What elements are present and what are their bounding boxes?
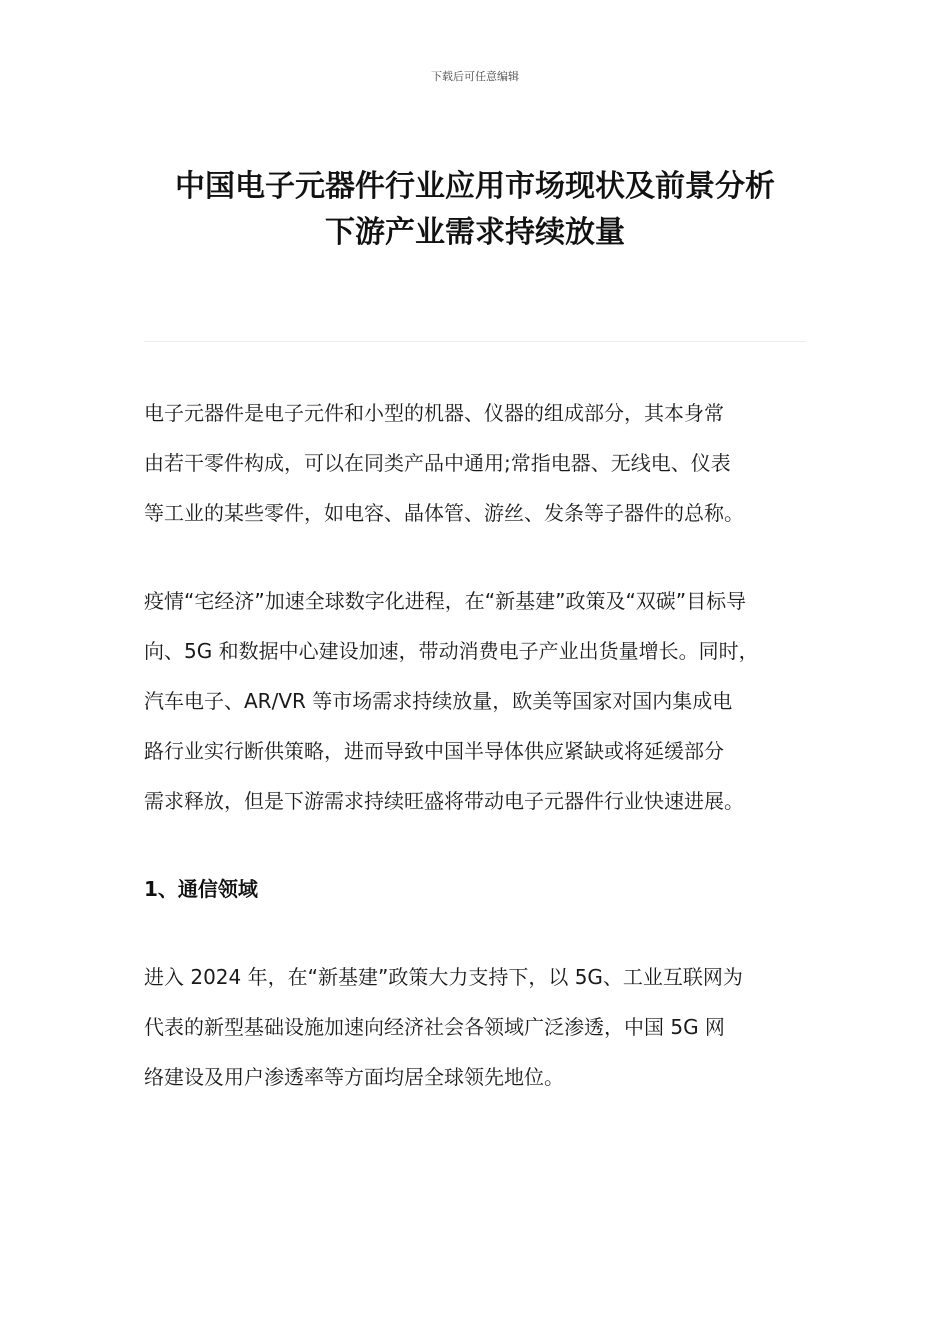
text-line: 疫情“宅经济”加速全球数字化进程，在“新基建”政策及“双碳”目标导 bbox=[144, 589, 747, 613]
text-line: 汽车电子、AR/VR 等市场需求持续放量，欧美等国家对国内集成电 bbox=[144, 689, 733, 713]
text-line: 代表的新型基础设施加速向经济社会各领域广泛渗透，中国 5G 网 bbox=[144, 1015, 725, 1039]
text-line: 络建设及用户渗透率等方面均居全球领先地位。 bbox=[144, 1065, 564, 1089]
text-line: 等工业的某些零件，如电容、晶体管、游丝、发条等子器件的总称。 bbox=[144, 501, 744, 525]
paragraph-intro bbox=[144, 388, 824, 538]
paragraph-gap bbox=[144, 826, 824, 864]
page-title bbox=[100, 164, 850, 256]
text-line: 由若干零件构成，可以在同类产品中通用;常指电器、无线电、仪表 bbox=[144, 451, 731, 475]
title-divider bbox=[144, 341, 806, 342]
paragraph-market bbox=[144, 576, 824, 826]
title-line-1: 中国电子元器件行业应用市场现状及前景分析 bbox=[175, 169, 775, 204]
text-line: 电子元器件是电子元件和小型的机器、仪器的组成部分，其本身常 bbox=[144, 401, 724, 425]
article-body bbox=[144, 388, 824, 1102]
text-line: 向、5G 和数据中心建设加速，带动消费电子产业出货量增长。同时， bbox=[144, 639, 759, 663]
title-line-2: 下游产业需求持续放量 bbox=[325, 215, 625, 250]
paragraph-gap bbox=[144, 914, 824, 952]
paragraph-gap bbox=[144, 538, 824, 576]
paragraph-communication bbox=[144, 952, 824, 1102]
header-note: 下载后可任意编辑 bbox=[431, 70, 519, 83]
text-line: 路行业实行断供策略，进而导致中国半导体供应紧缺或将延缓部分 bbox=[144, 739, 724, 763]
text-line: 进入 2024 年，在“新基建”政策大力支持下，以 5G、工业互联网为 bbox=[144, 965, 743, 989]
text-line: 需求释放，但是下游需求持续旺盛将带动电子元器件行业快速进展。 bbox=[144, 789, 744, 813]
section-heading: 1、通信领域 bbox=[144, 877, 258, 901]
